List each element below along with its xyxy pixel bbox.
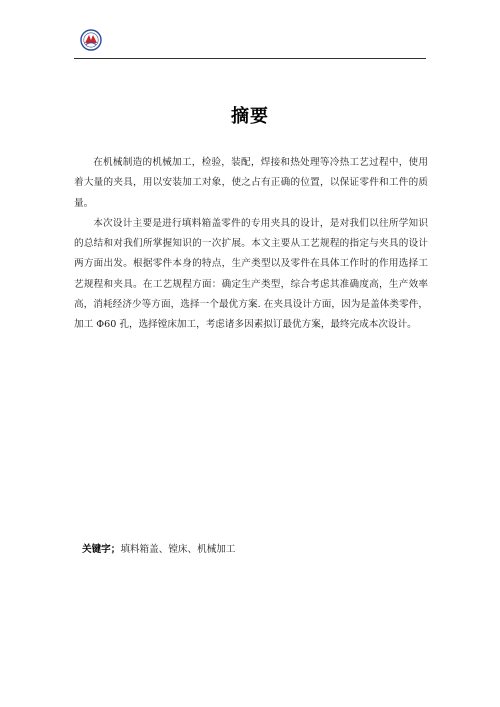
abstract-paragraph-2: 本次设计主要是进行填料箱盖零件的专用夹具的设计，是对我们以往所学知识的总结和对我们所掌握知识的一次扩展。本文主要从工艺规程的指定与夹具的设计两方面出发。根据零件本身的特点，生产类型以及零件在具体工作时的作用选择工艺规程和夹具。在工艺规程方面：确定生产类型，综合考虑其准确度高，生产效率高，消耗经济少等方面，选择一个最优方案. 在夹具设计方面，因为是盖体类零件，加工 Φ60 孔，选择镗床加工，考虑诸多因素拟订最优方案，最终完成本次设计。 — [74, 217, 428, 331]
university-emblem-icon — [80, 29, 102, 51]
abstract-paragraph-1: 在机械制造的机械加工，检验，装配，焊接和热处理等冷热工艺过程中，使用着大量的夹具，用以安装加工对象，使之占有正确的位置，以保证零件和工件的质量。 — [74, 157, 428, 209]
keywords-label: 关键字； — [82, 544, 121, 555]
keywords-text: 填料箱盖、镗床、机械加工 — [120, 544, 236, 555]
header-rule — [74, 58, 426, 59]
page-title: 摘要 — [231, 106, 269, 127]
abstract-body — [74, 153, 428, 336]
keywords-line — [82, 541, 236, 555]
